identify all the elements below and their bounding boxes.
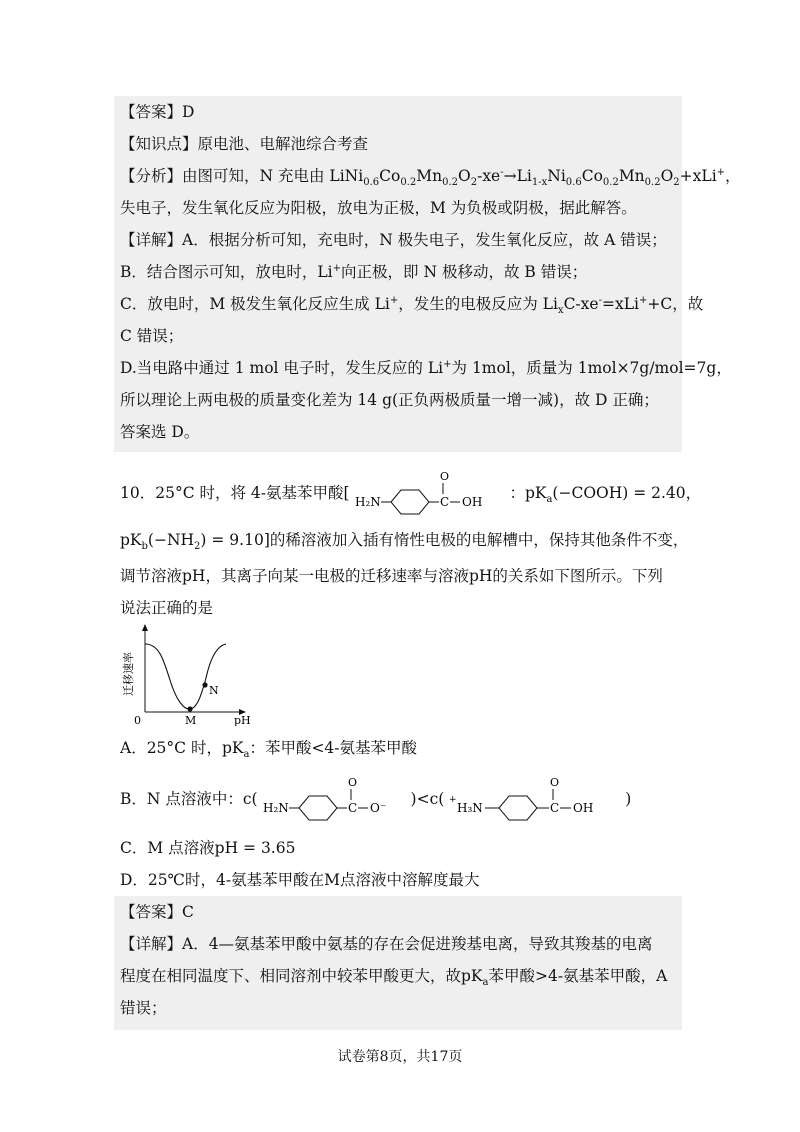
option-a: A．25°C 时，$pK_a$：苯甲酸<4-氨基苯甲酸 [120, 739, 418, 761]
point-n [202, 682, 207, 687]
detail-c-tail: C 错误； [120, 327, 184, 345]
analysis-line-2: 失电子，发生氧化反应为阳极，放电为正极，M 为负极或阴极，据此解答。 [120, 199, 637, 217]
point-m [187, 706, 192, 711]
svg-text:C: C [439, 495, 449, 509]
label-n: N [209, 684, 219, 697]
aminobenzoate-structure [263, 776, 411, 824]
svg-text:O: O [347, 776, 357, 789]
graph-y-label: 迁移速率 [122, 652, 135, 696]
detail-b: B．结合图示可知，放电时，Li+向正极，即 N 极移动，故 B 错误； [120, 262, 588, 281]
detail-10-line-3: 错误； [120, 999, 167, 1017]
svg-text:H₂N: H₂N [354, 495, 381, 509]
svg-text:O⁻: O⁻ [369, 801, 386, 815]
svg-text:H₂N: H₂N [262, 801, 289, 815]
graph-origin: 0 [134, 714, 141, 726]
answer-block-10 [114, 896, 682, 1030]
answer-label: 【答案】D [120, 103, 195, 121]
option-c: C．M 点溶液pH = 3.65 [120, 839, 296, 857]
detail-c: C．放电时，M 极发生氧化反应生成 Li+，发生的电极反应为 $Li_xC-xe^-=xLi^++C$，故 [120, 294, 704, 317]
analysis-line-1: 【分析】由图可知，N 充电由 $LiNi_{0.6}Co_{0.2}Mn_{0.2}O_2-xe^-\to Li_{1-x}Ni_{0.6}Co_{0.2}Mn_{0.2}O_2+xLi^+$， [120, 166, 741, 189]
svg-text:H₃N: H₃N [457, 801, 484, 815]
question-10-line-3: 调节溶液pH，其离子向某一电极的迁移速率与溶液pH的关系如下图所示。下列 [120, 567, 663, 585]
detail-10-line-1: 【详解】A．4—氨基苯甲酸中氨基的存在会促进羧基电离，导致其羧基的电离 [120, 935, 653, 953]
svg-text:O: O [550, 776, 560, 789]
detail-d-2: 所以理论上两电极的质量变化差为 14 g(正负两极质量一增一减)，故 D 正确； [120, 391, 659, 409]
question-10-line-2: $pK_b(-NH_2) = 9.10$]的稀溶液加入插有惰性电极的电解槽中，保持其他条件不变， [120, 531, 689, 553]
svg-text:OH: OH [573, 801, 594, 815]
migration-curve [145, 644, 226, 709]
svg-text:+: + [449, 795, 457, 805]
svg-text:C: C [347, 801, 357, 815]
detail-10-line-2: 程度在相同温度下、相同溶剂中较苯甲酸更大，故$pK_a$苯甲酸>4-氨基苯甲酸，A [120, 967, 668, 989]
label-m: M [185, 714, 197, 726]
svg-text:OH: OH [461, 495, 482, 509]
knowledge-point: 【知识点】原电池、电解池综合考查 [120, 135, 369, 153]
option-b: B．N 点溶液中：c( H₂N C O O⁻ )<c( + H₃N C O OH ) [120, 776, 631, 824]
question-10-line-4: 说法正确的是 [120, 599, 214, 617]
answer-label-10: 【答案】C [120, 903, 194, 921]
aminobenzoic-acid-structure [355, 470, 505, 518]
graph-x-label: pH [234, 714, 251, 726]
svg-text:O: O [439, 470, 449, 483]
page-footer: 试卷第8页，共17页 [337, 1049, 463, 1065]
ammonium-benzoic-acid-structure [449, 776, 625, 824]
svg-text:C: C [550, 801, 560, 815]
detail-a: 【详解】A．根据分析可知，充电时，N 极失电子，发生氧化反应，故 A 错误； [120, 231, 667, 249]
answer-block-9 [114, 96, 741, 452]
option-d: D．25℃时，4-氨基苯甲酸在M点溶液中溶解度最大 [120, 871, 480, 889]
detail-d-1: D.当电路中通过 1 mol 电子时，发生反应的 Li+为 1mol，质量为 1mol×7g/mol=7g， [120, 358, 732, 377]
answer-choice: 答案选 D。 [120, 423, 200, 441]
migration-rate-graph [118, 622, 258, 726]
question-10-line-1: 10．25°C 时，将 4-氨基苯甲酸[ H₂N C O OH ：$pK_a(-COOH) = 2.40$， [120, 470, 701, 518]
